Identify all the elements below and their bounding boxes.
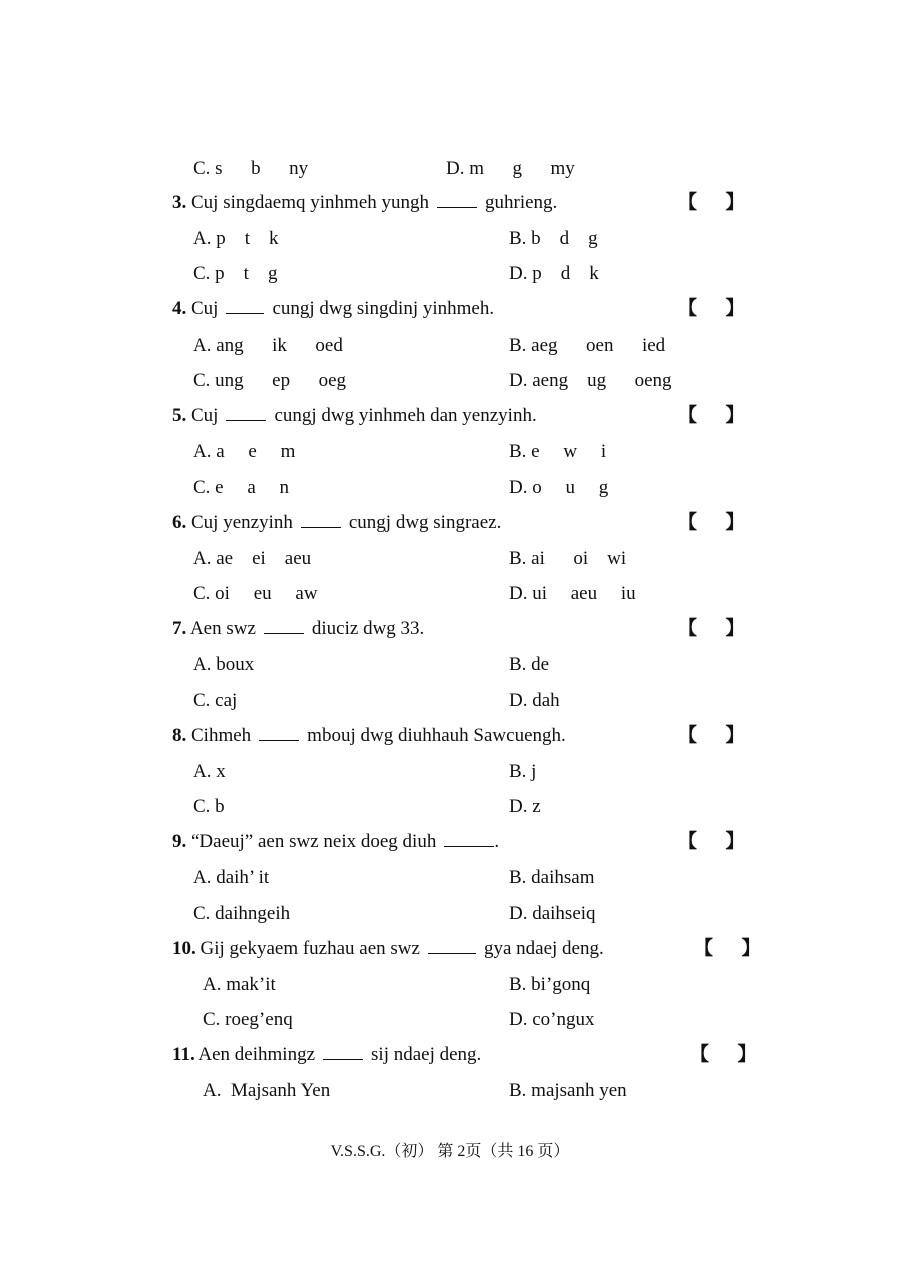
option-c: C. p t g [193,263,278,284]
question-text: guhrieng. [485,192,558,213]
option-c: C. ung ep oeg [193,370,347,391]
option-c: C. b [193,796,225,817]
option-d: D. dah [509,690,560,711]
question-10 [172,934,604,964]
question-text: Cuj [191,298,219,319]
question-text: Cuj yenzyinh [191,512,293,533]
question-11 [172,1040,481,1070]
answer-bracket[interactable]: 【 】 [678,298,745,319]
question-text: Gij gekyaem fuzhau aen swz [200,938,420,959]
question-text: cungj dwg singraez. [348,512,502,533]
question-number: 4. [172,298,187,319]
question-9 [172,827,499,857]
option-d: D. o u g [509,477,609,498]
question-number: 10. [172,938,196,959]
question-number: 11. [172,1044,195,1065]
page-footer: V.S.S.G.（初） 第 2页（共 16 页） [330,1143,570,1160]
answer-bracket[interactable]: 【 】 [678,405,745,426]
option-b: B. bi’gonq [509,974,591,995]
question-text: Aen swz [189,618,256,639]
question-number: 9. [172,831,187,852]
option-b: B. e w i [509,441,607,462]
option-a: A. p t k [193,228,279,249]
option-a: A. ang ik oed [193,335,343,356]
question-text: mbouj dwg diuhhauh Sawcuengh. [307,725,566,746]
option-c: C. caj [193,690,238,711]
question-text: Cuj [191,405,219,426]
option-c: C. e a n [193,477,290,498]
question-text: diuciz dwg 33. [311,618,425,639]
option-b: B. b d g [509,228,598,249]
option-d: D. aeng ug oeng [509,370,672,391]
option-a: A. boux [193,654,255,675]
option-d: D. p d k [509,263,599,284]
option-a: A. Majsanh Yen [203,1080,331,1101]
option-b: B. majsanh yen [509,1080,627,1101]
option-b: B. de [509,654,550,675]
answer-blank[interactable] [437,189,477,208]
option-c: C. roeg’enq [203,1009,293,1030]
answer-bracket[interactable]: 【 】 [678,192,745,213]
question-number: 5. [172,405,187,426]
answer-bracket[interactable]: 【 】 [690,1044,757,1065]
question-text: gya ndaej deng. [483,938,604,959]
question-text: “Daeuj” aen swz neix doeg diuh [191,831,437,852]
option-a: A. ae ei aeu [193,548,312,569]
answer-bracket[interactable]: 【 】 [678,831,745,852]
question-text: . [494,831,500,852]
question-number: 6. [172,512,187,533]
question-text: cungj dwg yinhmeh dan yenzyinh. [274,405,537,426]
question-5 [172,401,537,431]
option-b: B. j [509,761,537,782]
question-4 [172,294,494,324]
option-a: A. x [193,761,226,782]
option-d: D. z [509,796,541,817]
answer-blank[interactable] [226,295,264,314]
question-number: 7. [172,618,187,639]
question-text: Aen deihmingz [198,1044,316,1065]
option-d: D. ui aeu iu [509,583,636,604]
answer-blank[interactable] [428,935,476,954]
answer-bracket[interactable]: 【 】 [678,725,745,746]
answer-blank[interactable] [259,722,299,741]
answer-blank[interactable] [323,1041,363,1060]
question-number: 8. [172,725,187,746]
option-a: A. mak’it [203,974,276,995]
answer-blank[interactable] [226,402,266,421]
option-b: B. aeg oen ied [509,335,666,356]
answer-blank[interactable] [264,615,304,634]
answer-bracket[interactable]: 【 】 [694,938,761,959]
option-c: C. daihngeih [193,903,291,924]
option-d: D. co’ngux [509,1009,595,1030]
question-text: sij ndaej deng. [371,1044,482,1065]
option-c: C. s b ny [193,158,309,179]
answer-blank[interactable] [444,828,494,847]
option-b: B. ai oi wi [509,548,627,569]
option-a: A. daih’ it [193,867,270,888]
question-text: cungj dwg singdinj yinhmeh. [272,298,495,319]
option-a: A. a e m [193,441,296,462]
answer-bracket[interactable]: 【 】 [678,618,745,639]
answer-blank[interactable] [301,509,341,528]
question-text: Cuj singdaemq yinhmeh yungh [191,192,430,213]
option-c: C. oi eu aw [193,583,318,604]
option-b: B. daihsam [509,867,595,888]
question-6 [172,508,501,538]
question-3 [172,188,557,218]
option-d: D. m g my [446,158,575,179]
question-7 [172,614,424,644]
answer-bracket[interactable]: 【 】 [678,512,745,533]
option-d: D. daihseiq [509,903,596,924]
question-text: Cihmeh [191,725,252,746]
question-8 [172,721,566,751]
question-number: 3. [172,192,187,213]
